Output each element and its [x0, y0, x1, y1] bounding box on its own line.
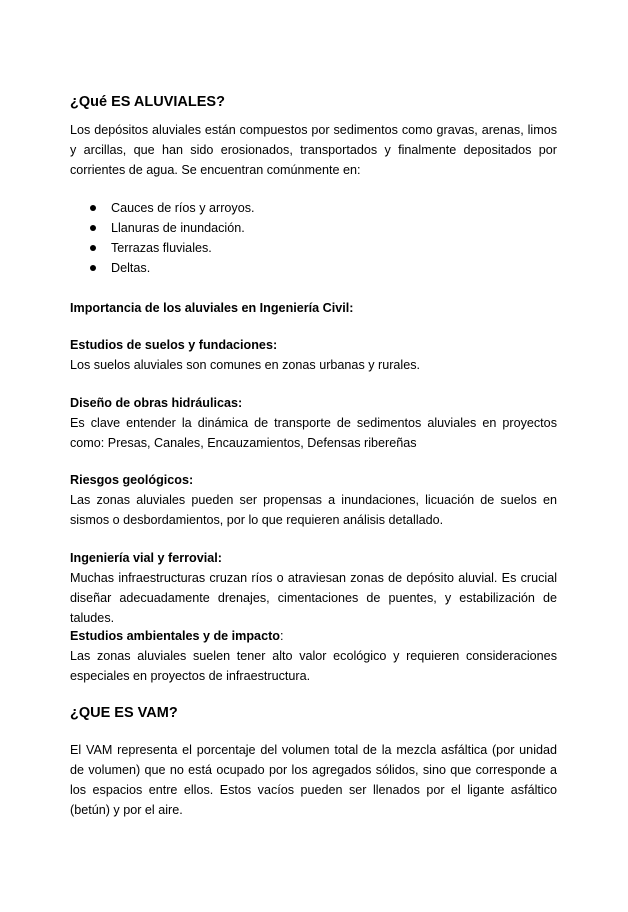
list-item: Cauces de ríos y arroyos. [70, 198, 255, 218]
subsection-heading: Estudios de suelos y fundaciones: [70, 338, 278, 352]
list-item: Llanuras de inundación. [70, 218, 255, 238]
list-item: Terrazas fluviales. [70, 238, 255, 258]
subsection-body: Muchas infraestructuras cruzan ríos o atraviesan zonas de depósito aluvial. Es crucial diseñar adecuadamente drenajes, cimentaciones de puentes, y estabilización de taludes. [70, 571, 557, 625]
list-item: Deltas. [70, 258, 255, 278]
subsection-heading: Diseño de obras hidráulicas: [70, 396, 243, 410]
bullet-list [70, 198, 255, 278]
subsection-heading: Estudios ambientales y de impacto: [70, 629, 284, 643]
subsection-body: Las zonas aluviales suelen tener alto valor ecológico y requieren consideraciones especiales en proyectos de infraestructura. [70, 649, 557, 683]
bullet-icon [90, 245, 96, 251]
importance-heading: Importancia de los aluviales en Ingeniería Civil: [70, 301, 354, 315]
subsection-heading: Riesgos geológicos: [70, 473, 194, 487]
bullet-icon [90, 225, 96, 231]
section-title-vam: ¿QUE ES VAM? [70, 705, 178, 721]
section-title-aluviales: ¿Qué ES ALUVIALES? [70, 94, 225, 110]
subsection-body: Es clave entender la dinámica de transporte de sedimentos aluviales en proyectos como: Presas, Canales, Encauzamientos, Defensas ribereñas [70, 416, 557, 450]
subsection-heading: Ingeniería vial y ferrovial: [70, 551, 222, 565]
bullet-icon [90, 265, 96, 271]
subsection-body: Las zonas aluviales pueden ser propensas a inundaciones, licuación de suelos en sismos o desbordamientos, por lo que requieren análisis detallado. [70, 493, 557, 527]
bullet-icon [90, 205, 96, 211]
vam-paragraph: El VAM representa el porcentaje del volumen total de la mezcla asfáltica (por unidad de volumen) que no está ocupado por los agregados sólidos, sino que corresponde a los espacios entre ellos. Estos vacíos pueden ser llenados por el ligante asfáltico (betún) y por el aire. [70, 743, 557, 817]
subsection-body: Los suelos aluviales son comunes en zonas urbanas y rurales. [70, 358, 421, 372]
intro-paragraph: Los depósitos aluviales están compuestos por sedimentos como gravas, arenas, limos y arcillas, que han sido erosionados, transportados y finalmente depositados por corrientes de agua. Se encuentran comúnmente en: [70, 123, 557, 177]
